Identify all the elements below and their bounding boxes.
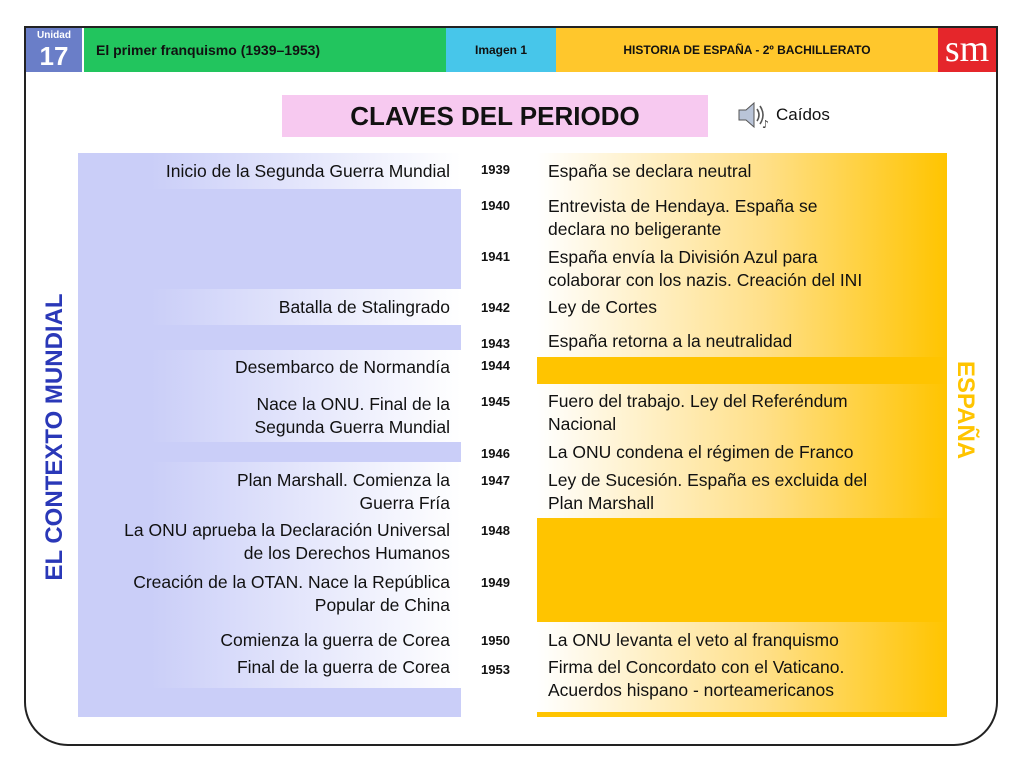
world-event — [78, 519, 450, 565]
spain-event — [548, 656, 938, 702]
spain-event-line: Plan Marshall — [548, 493, 655, 513]
year-label: 1944 — [481, 358, 510, 373]
spain-event-line: Firma del Concordato con el Vaticano. — [548, 657, 845, 677]
world-event-line: Creación de la OTAN. Nace la República — [133, 572, 450, 592]
year-label: 1943 — [481, 336, 510, 351]
spain-event — [548, 469, 938, 515]
spain-event-line: declara no beligerante — [548, 219, 722, 239]
spain-event-line: Fuero del trabajo. Ley del Referéndum — [548, 391, 848, 411]
year-label: 1940 — [481, 198, 510, 213]
spain-event-line: Entrevista de Hendaya. España se — [548, 196, 818, 216]
world-event — [78, 469, 450, 515]
world-heading: EL CONTEXTO MUNDIAL — [41, 293, 68, 581]
year-label: 1939 — [481, 162, 510, 177]
world-event-line: Inicio de la Segunda Guerra Mundial — [165, 161, 450, 181]
world-event — [78, 393, 450, 439]
unit-title: El primer franquismo (1939–1953) — [84, 28, 446, 72]
audio-link[interactable] — [736, 98, 830, 132]
spain-event — [548, 330, 938, 353]
world-event-line: Batalla de Stalingrado — [278, 297, 450, 317]
year-label: 1945 — [481, 394, 510, 409]
world-event-line: Popular de China — [314, 595, 450, 615]
spain-event — [548, 246, 938, 292]
world-event — [78, 160, 450, 183]
audio-label[interactable]: Caídos — [776, 105, 830, 124]
spain-event-line: Acuerdos hispano - norteamericanos — [548, 680, 834, 700]
world-event — [78, 356, 450, 379]
page-title: CLAVES DEL PERIODO — [282, 95, 708, 137]
image-label: Imagen 1 — [446, 28, 556, 72]
world-event-line: Nace la ONU. Final de la — [256, 394, 450, 414]
spain-event-line: Ley de Cortes — [548, 297, 657, 317]
spain-event — [548, 629, 938, 652]
world-event — [78, 629, 450, 652]
speaker-icon[interactable] — [736, 98, 772, 132]
world-event — [78, 571, 450, 617]
spain-heading: ESPAÑA — [952, 360, 979, 460]
spain-event — [548, 390, 938, 436]
world-event-line: Plan Marshall. Comienza la — [236, 470, 450, 490]
spain-event — [548, 160, 938, 183]
year-label: 1950 — [481, 633, 510, 648]
spain-event-line: Ley de Sucesión. España es excluida del — [548, 470, 868, 490]
spain-event-line: La ONU levanta el veto al franquismo — [548, 630, 839, 650]
spain-event-line: colaborar con los nazis. Creación del INI — [548, 270, 863, 290]
spain-event-line: Nacional — [548, 414, 617, 434]
unit-label: Unidad — [37, 30, 71, 41]
spain-event-line: España envía la División Azul para — [548, 247, 818, 267]
year-label: 1953 — [481, 662, 510, 677]
year-label: 1942 — [481, 300, 510, 315]
course-label: HISTORIA DE ESPAÑA - 2º BACHILLERATO — [556, 28, 938, 72]
world-event — [78, 656, 450, 679]
spain-event — [548, 441, 938, 464]
world-event-line: de los Derechos Humanos — [243, 543, 450, 563]
year-label: 1947 — [481, 473, 510, 488]
world-event-line: Segunda Guerra Mundial — [254, 417, 450, 437]
world-event — [78, 296, 450, 319]
unit-badge — [26, 28, 82, 72]
svg-text:♪: ♪ — [762, 118, 770, 131]
spain-event-line: España retorna a la neutralidad — [548, 331, 793, 351]
spain-event — [548, 296, 938, 319]
year-label: 1941 — [481, 249, 510, 264]
world-event-line: Final de la guerra de Corea — [236, 657, 450, 677]
publisher-logo: sm — [938, 28, 996, 72]
year-label: 1948 — [481, 523, 510, 538]
spain-event-line: La ONU condena el régimen de Franco — [548, 442, 854, 462]
world-event-line: Comienza la guerra de Corea — [220, 630, 450, 650]
year-label: 1946 — [481, 446, 510, 461]
unit-number: 17 — [39, 41, 69, 71]
spain-event — [548, 195, 938, 241]
world-event-line: Guerra Fría — [359, 493, 450, 513]
world-event-line: Desembarco de Normandía — [235, 357, 450, 377]
year-label: 1949 — [481, 575, 510, 590]
spain-event-line: España se declara neutral — [548, 161, 752, 181]
world-event-line: La ONU aprueba la Declaración Universal — [124, 520, 450, 540]
